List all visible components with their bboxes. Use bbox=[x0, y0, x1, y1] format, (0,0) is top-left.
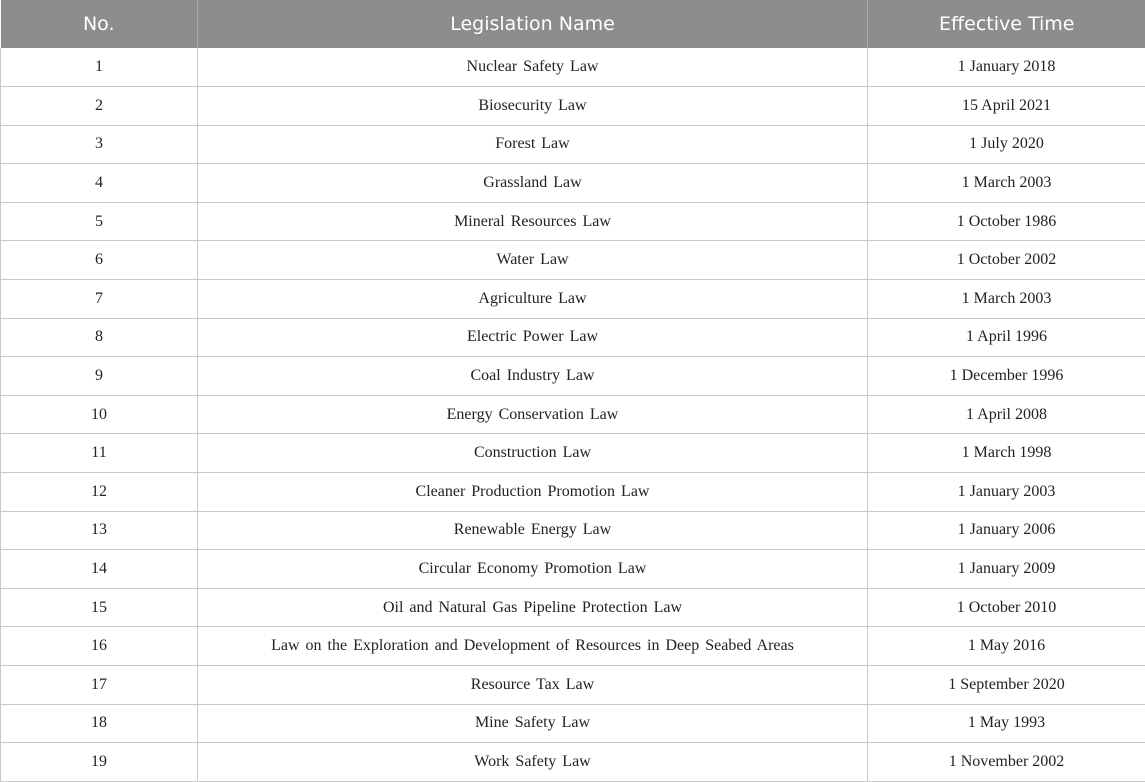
cell-no: 17 bbox=[1, 666, 198, 705]
table-row bbox=[1, 164, 1145, 203]
cell-effective-time: 1 March 2003 bbox=[868, 280, 1145, 319]
table-row bbox=[1, 87, 1145, 126]
table-row bbox=[1, 434, 1145, 473]
table-row bbox=[1, 280, 1145, 319]
header-effective-time: Effective Time bbox=[868, 0, 1145, 48]
cell-legislation-name: Mine Safety Law bbox=[198, 704, 868, 743]
table-row bbox=[1, 241, 1145, 280]
cell-legislation-name: Nuclear Safety Law bbox=[198, 48, 868, 87]
table-row bbox=[1, 318, 1145, 357]
cell-no: 19 bbox=[1, 743, 198, 782]
cell-no: 18 bbox=[1, 704, 198, 743]
cell-legislation-name: Circular Economy Promotion Law bbox=[198, 550, 868, 589]
table-row bbox=[1, 395, 1145, 434]
table-row bbox=[1, 743, 1145, 782]
header-row bbox=[1, 0, 1145, 48]
cell-legislation-name: Renewable Energy Law bbox=[198, 511, 868, 550]
table-row bbox=[1, 473, 1145, 512]
cell-effective-time: 1 May 2016 bbox=[868, 627, 1145, 666]
cell-legislation-name: Work Safety Law bbox=[198, 743, 868, 782]
cell-no: 7 bbox=[1, 280, 198, 319]
table-body bbox=[1, 48, 1145, 781]
table-row bbox=[1, 357, 1145, 396]
cell-effective-time: 1 April 2008 bbox=[868, 395, 1145, 434]
cell-no: 1 bbox=[1, 48, 198, 87]
cell-no: 6 bbox=[1, 241, 198, 280]
cell-no: 16 bbox=[1, 627, 198, 666]
cell-legislation-name: Energy Conservation Law bbox=[198, 395, 868, 434]
cell-legislation-name: Agriculture Law bbox=[198, 280, 868, 319]
cell-no: 4 bbox=[1, 164, 198, 203]
cell-effective-time: 1 October 2002 bbox=[868, 241, 1145, 280]
cell-no: 3 bbox=[1, 125, 198, 164]
cell-effective-time: 1 April 1996 bbox=[868, 318, 1145, 357]
cell-no: 14 bbox=[1, 550, 198, 589]
table-row bbox=[1, 202, 1145, 241]
cell-legislation-name: Electric Power Law bbox=[198, 318, 868, 357]
cell-effective-time: 15 April 2021 bbox=[868, 87, 1145, 126]
table-row bbox=[1, 550, 1145, 589]
cell-effective-time: 1 November 2002 bbox=[868, 743, 1145, 782]
cell-effective-time: 1 January 2018 bbox=[868, 48, 1145, 87]
header-no: No. bbox=[1, 0, 198, 48]
table-row bbox=[1, 627, 1145, 666]
header-legislation-name: Legislation Name bbox=[198, 0, 868, 48]
table-row bbox=[1, 704, 1145, 743]
table-row bbox=[1, 48, 1145, 87]
cell-legislation-name: Water Law bbox=[198, 241, 868, 280]
table-row bbox=[1, 588, 1145, 627]
cell-effective-time: 1 January 2009 bbox=[868, 550, 1145, 589]
cell-effective-time: 1 October 1986 bbox=[868, 202, 1145, 241]
cell-effective-time: 1 January 2003 bbox=[868, 473, 1145, 512]
table-row bbox=[1, 511, 1145, 550]
cell-no: 11 bbox=[1, 434, 198, 473]
cell-no: 8 bbox=[1, 318, 198, 357]
cell-effective-time: 1 March 2003 bbox=[868, 164, 1145, 203]
cell-no: 10 bbox=[1, 395, 198, 434]
cell-effective-time: 1 July 2020 bbox=[868, 125, 1145, 164]
cell-legislation-name: Resource Tax Law bbox=[198, 666, 868, 705]
cell-effective-time: 1 September 2020 bbox=[868, 666, 1145, 705]
cell-legislation-name: Coal Industry Law bbox=[198, 357, 868, 396]
cell-legislation-name: Biosecurity Law bbox=[198, 87, 868, 126]
table-row bbox=[1, 125, 1145, 164]
cell-effective-time: 1 December 1996 bbox=[868, 357, 1145, 396]
cell-legislation-name: Law on the Exploration and Development of Resources in Deep Seabed Areas bbox=[198, 627, 868, 666]
cell-no: 5 bbox=[1, 202, 198, 241]
cell-no: 12 bbox=[1, 473, 198, 512]
cell-no: 9 bbox=[1, 357, 198, 396]
table-header bbox=[1, 0, 1145, 48]
cell-effective-time: 1 January 2006 bbox=[868, 511, 1145, 550]
cell-effective-time: 1 March 1998 bbox=[868, 434, 1145, 473]
cell-effective-time: 1 October 2010 bbox=[868, 588, 1145, 627]
cell-legislation-name: Mineral Resources Law bbox=[198, 202, 868, 241]
cell-effective-time: 1 May 1993 bbox=[868, 704, 1145, 743]
cell-legislation-name: Construction Law bbox=[198, 434, 868, 473]
cell-legislation-name: Cleaner Production Promotion Law bbox=[198, 473, 868, 512]
table-row bbox=[1, 666, 1145, 705]
cell-no: 15 bbox=[1, 588, 198, 627]
cell-legislation-name: Forest Law bbox=[198, 125, 868, 164]
cell-no: 2 bbox=[1, 87, 198, 126]
cell-legislation-name: Oil and Natural Gas Pipeline Protection Law bbox=[198, 588, 868, 627]
cell-legislation-name: Grassland Law bbox=[198, 164, 868, 203]
cell-no: 13 bbox=[1, 511, 198, 550]
